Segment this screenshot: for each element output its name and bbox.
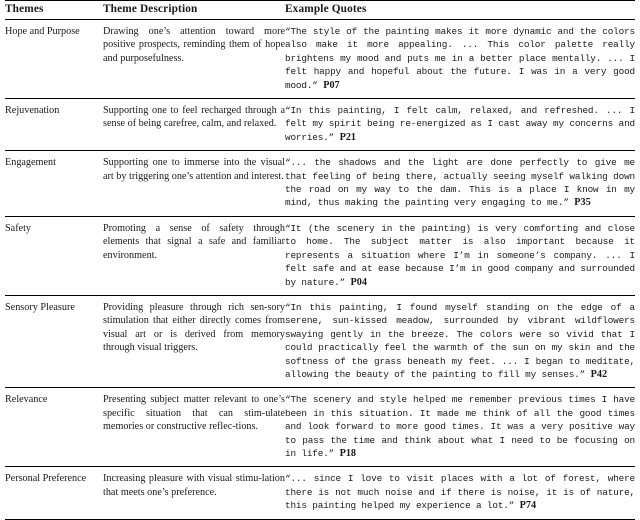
theme-name-cell: Personal Preference (5, 467, 103, 519)
example-quote-cell (285, 99, 635, 151)
quote-text: “In this painting, I felt calm, relaxed, and refreshed. ... I felt my spirit being re-energized as I cast away my concerns and worries.” (285, 105, 635, 143)
quote-text: “In this painting, I found myself standing on the edge of a serene, sun-kissed meadow, surrounded by vibrant wildflowers swaying gently in the breeze. The colors were so vivid that I could practically feel the warmth of the sun on my skin and the softness of the grass beneath my feet. ... I began to meditate, allowing the beauty of the painting to fill my senses.” (285, 301, 635, 380)
theme-name-cell: Rejuvenation (5, 99, 103, 151)
example-quote-cell (285, 295, 635, 387)
participant-id: P07 (323, 79, 340, 91)
quote-text: “... since I love to visit places with a lot of forest, where there is not much noise and if there is noise, it is of nature, this painting helped my experience a lot.” (285, 473, 635, 512)
theme-name-cell: Engagement (5, 151, 103, 217)
example-quote-cell (285, 467, 635, 519)
theme-name-cell: Relevance (5, 388, 103, 467)
theme-description-cell: Providing pleasure through rich sen-sory stimulation that either directly comes from visual art or is derived from memory through visual triggers. (103, 295, 285, 387)
table-row (5, 20, 635, 99)
table-row (5, 467, 635, 519)
participant-id: P74 (519, 500, 537, 512)
theme-description-cell: Supporting one to immerse into the visual art by triggering one’s attention and interest. (103, 151, 285, 217)
participant-id: P35 (574, 197, 591, 209)
column-header-themes: Themes (5, 1, 103, 20)
themes-table (5, 0, 635, 520)
quote-text: “It (the scenery in the painting) is very comforting and close to home. The subject matter is also important because it represents a situation where I’m in someone’s company. ... I felt safe and at ease because I’m in good company and surrounded by nature.” (285, 222, 635, 288)
theme-name-cell: Safety (5, 216, 103, 295)
theme-description-cell: Presenting subject matter relevant to one’s specific situation that can stim-ulate memories or constructive reflec-tions. (103, 388, 285, 467)
column-header-theme-description: Theme Description (103, 1, 285, 20)
theme-description-cell: Promoting a sense of safety through elements that signal a safe and familiar environment. (103, 216, 285, 295)
example-quote-cell (285, 20, 635, 99)
quote-text: “The scenery and style helped me remember previous times I have been in this situation. It made me think of all the good times and look forward to more good times. It was a very positive way to pass the time and think about what I need to be focusing on in life.” (285, 394, 635, 459)
quote-text: “The style of the painting makes it more dynamic and the colors also make it more appealing. ... This color palette really brightens my mood and puts me in a better place mentally. ... I felt happy and hopeful about the future. I was in a very good mood.” (285, 26, 635, 91)
table-row (5, 99, 635, 151)
theme-description-cell: Supporting one to feel recharged through a sense of being carefree, calm, and relaxed. (103, 99, 285, 151)
participant-id: P21 (339, 131, 357, 143)
table-row (5, 216, 635, 295)
column-header-example-quotes: Example Quotes (285, 1, 635, 20)
table-row (5, 388, 635, 467)
participant-id: P42 (590, 368, 608, 380)
example-quote-cell (285, 216, 635, 295)
theme-name-cell: Hope and Purpose (5, 20, 103, 99)
table-row (5, 295, 635, 387)
table-body (5, 20, 635, 520)
table-header-row (5, 1, 635, 20)
table-row (5, 151, 635, 217)
participant-id: P18 (339, 447, 357, 459)
example-quote-cell (285, 388, 635, 467)
example-quote-cell (285, 151, 635, 217)
theme-description-cell: Increasing pleasure with visual stimu-lation that meets one’s preference. (103, 467, 285, 519)
participant-id: P04 (350, 276, 367, 288)
quote-text: “... the shadows and the light are done perfectly to give me that feeling of being there, actually seeing myself walking down the road on my way to the dam. This is a place I know in my mind, thus making the painting very engaging to me.” (285, 157, 635, 209)
theme-name-cell: Sensory Pleasure (5, 295, 103, 387)
theme-description-cell: Drawing one’s attention toward more positive prospects, reminding them of hope and purposefulness. (103, 20, 285, 99)
table-header (5, 1, 635, 20)
